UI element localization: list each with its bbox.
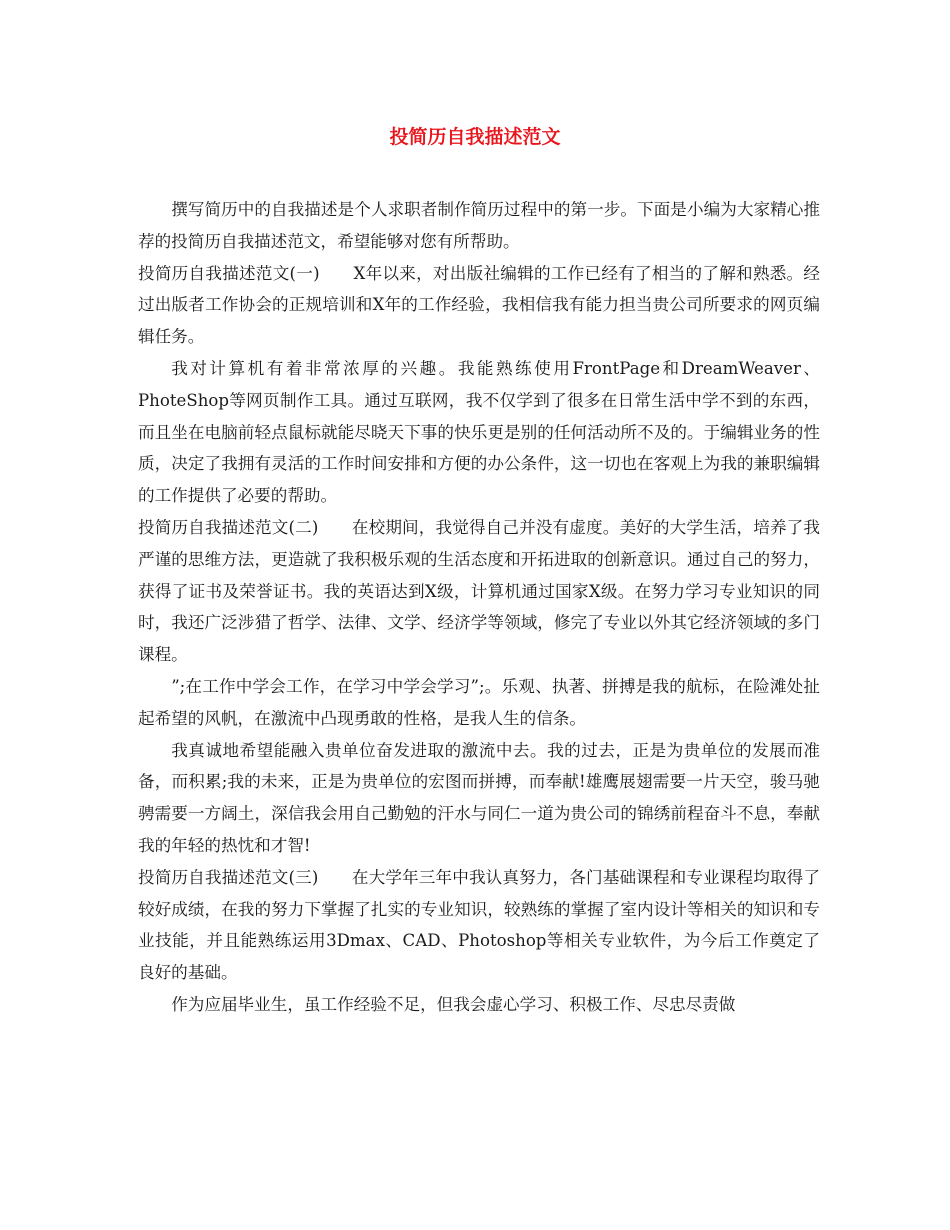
document-title: 投简历自我描述范文 (389, 126, 561, 148)
paragraph-aspiration: 我真诚地希望能融入贵单位奋发进取的激流中去。我的过去，正是为贵单位的发展而准备，而积累;我的未来，正是为贵单位的宏图而拼搏，而奉献!雄鹰展翅需要一片天空，骏马驰骋需要一方阔土，深信我会用自己勤勉的汗水与同仁一道为贵公司的锦绣前程奋斗不息，奉献我的年轻的热忱和才智! (138, 740, 820, 855)
paragraph-sample-3: 投简历自我描述范文(三) 在大学年三年中我认真努力，各门基础课程和专业课程均取得了较好成绩，在我的努力下掌握了扎实的专业知识，较熟练的掌握了室内设计等相关的知识和专业技能，并且能熟练运用3Dmax、CAD、Photoshop等相关专业软件，为今后工作奠定了良好的基础。 (138, 867, 820, 983)
document-body (138, 194, 820, 1021)
paragraph-sample-1: 投简历自我描述范文(一) X年以来，对出版社编辑的工作已经有了相当的了解和熟悉。经过出版者工作协会的正规培训和X年的工作经验，我相信我有能力担当贵公司所要求的网页编辑任务。 (138, 263, 820, 347)
paragraph-intro: 撰写简历中的自我描述是个人求职者制作简历过程中的第一步。下面是小编为大家精心推荐的投简历自我描述范文，希望能够对您有所帮助。 (138, 200, 820, 251)
paragraph-sample-2: 投简历自我描述范文(二) 在校期间，我觉得自己并没有虚度。美好的大学生活，培养了我严谨的思维方法，更造就了我积极乐观的生活态度和开拓进取的创新意识。通过自己的努力，获得了证书及荣誉证书。我的英语达到X级，计算机通过国家X级。在努力学习专业知识的同时，我还广泛涉猎了哲学、法律、文学、经济学等领域，修完了专业以外其它经济领域的多门课程。 (138, 517, 820, 665)
paragraph-graduate: 作为应届毕业生，虽工作经验不足，但我会虚心学习、积极工作、尽忠尽责做 (171, 994, 736, 1014)
paragraph-motto: ”;在工作中学会工作，在学习中学会学习”;。乐观、执著、拼搏是我的航标，在险滩处扯起希望的风帆，在激流中凸现勇敢的性格，是我人生的信条。 (138, 676, 820, 728)
paragraph-computer-skills: 我对计算机有着非常浓厚的兴趣。我能熟练使用FrontPage和DreamWeaver、PhoteShop等网页制作工具。通过互联网，我不仅学到了很多在日常生活中学不到的东西，而且坐在电脑前轻点鼠标就能尽晓天下事的快乐更是别的任何活动所不及的。于编辑业务的性质，决定了我拥有灵活的工作时间安排和方便的办公条件，这一切也在客观上为我的兼职编辑的工作提供了必要的帮助。 (138, 358, 820, 506)
